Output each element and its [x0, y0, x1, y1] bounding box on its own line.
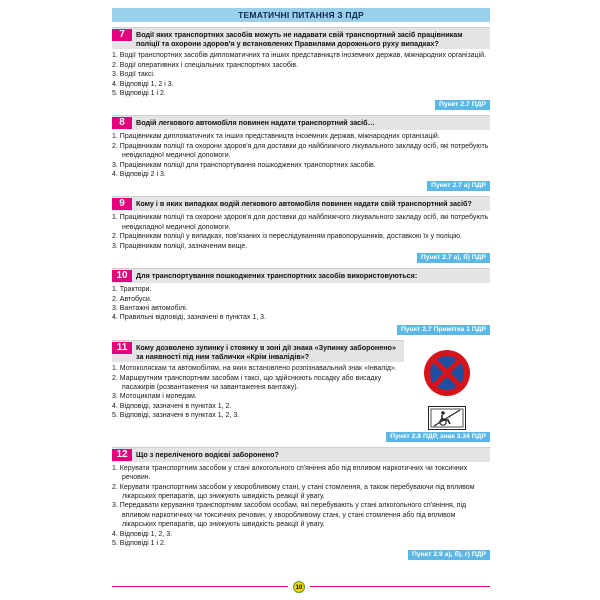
question-text: Кому і в яких випадках водій легкового автомобіля повинен надати свій транспортний засіб? [136, 199, 472, 209]
answer-list [112, 364, 404, 420]
question-8 [112, 115, 490, 191]
answer-option: 4. Відповіді, зазначені в пунктах 1, 2. [112, 402, 232, 410]
answer-option: 2. Маршрутним транспортним засобам і таксі, що здійснюють посадку або висадку пасажирів (розвантаження чи завантаження вантажу). [112, 374, 382, 391]
rule-reference: Пункт 2.7 а), б) ПДР [417, 253, 490, 263]
question-header [112, 115, 490, 130]
question-7 [112, 27, 490, 110]
answer-option: 2. Автобуси. [112, 295, 152, 303]
question-number: 10 [112, 270, 132, 282]
question-header [112, 340, 404, 362]
rule-reference: Пункт 2.9 а), б), г) ПДР [408, 550, 490, 560]
question-header [112, 447, 490, 462]
answer-option: 3. Працівникам поліції, зазначеним вище. [112, 242, 248, 250]
question-10 [112, 268, 490, 335]
question-number: 9 [112, 198, 132, 210]
answer-option: 3. Мотоциклам і мопедам. [112, 393, 197, 401]
answer-option: 1. Мотоколяскам та автомобілям, на яких встановлено розпізнавальний знак «Інвалід». [112, 365, 397, 373]
answer-option: 1. Трактори. [112, 286, 152, 294]
page-number: 10 [293, 581, 305, 593]
page-header [112, 8, 490, 22]
question-number: 12 [112, 449, 132, 461]
question-number: 7 [112, 29, 132, 41]
footer-divider [112, 586, 288, 587]
answer-option: 4. Відповіді 1, 2, 3. [112, 530, 173, 538]
answer-option: 2. Працівникам поліції та охорони здоров'я для доставки до найближчого лікувального закладу осіб, які потребують невідкладної медичної допомоги. [112, 142, 489, 160]
question-header [112, 268, 490, 283]
answer-option: 1. Працівникам дипломатичних та інших представництв іноземних держав, міжнародних організацій. [112, 133, 440, 141]
page-footer [0, 581, 600, 593]
question-number: 8 [112, 117, 132, 129]
page [112, 8, 490, 560]
question-11 [112, 340, 490, 442]
answer-option: 5. Відповіді, зазначені в пунктах 1, 2, 3. [112, 412, 240, 420]
rule-reference: Пункт 2.7 а) ПДР [427, 181, 490, 191]
question-text: Водії яких транспортних засобів можуть не надавати свій транспортний засіб працівникам поліції та охорони здоров'я у встановлених Правилами дорожнього руху випадках? [136, 30, 463, 49]
answer-option: 4. Правильні відповіді, зазначені в пунктах 1, 3. [112, 314, 266, 322]
question-number: 11 [112, 342, 132, 354]
answer-list [112, 51, 490, 98]
question-12 [112, 447, 490, 561]
footer-divider [310, 586, 490, 587]
answer-option: 2. Керувати транспортним засобом у хворобливому стані, у стані стомлення, а також перебуваючи під впливом лікарських препаратів, що знижують швидкість реакції й увагу. [112, 483, 475, 500]
rule-reference: Пункт 2.7 Примітка 1 ПДР [397, 325, 490, 335]
question-header [112, 196, 490, 211]
answer-option: 5. Відповіді 1 і 2. [112, 539, 166, 547]
answer-option: 1. Працівникам поліції та охорони здоров'я для доставки до найближчого лікувального закладу осіб, які потребують невідкладної медичної допомоги. [112, 214, 489, 231]
answer-option: 5. Відповіді 1 і 2. [112, 90, 166, 98]
except-disabled-plate-icon [428, 406, 466, 430]
page-title: ТЕМАТИЧНІ ПИТАННЯ З ПДР [238, 10, 364, 20]
answer-option: 3. Працівникам поліції для транспортування пошкоджених транспортних засобів. [112, 161, 376, 169]
answer-option: 1. Керувати транспортним засобом у стані алкогольного сп'яніння або під впливом наркотичних чи токсичних речовин. [112, 464, 468, 482]
answer-list [112, 132, 490, 179]
answer-option: 4. Відповіді 1, 2 і 3. [112, 80, 174, 88]
rule-reference: Пункт 2.7 ПДР [435, 100, 490, 110]
question-text: Для транспортування пошкоджених транспортних засобів використовуються: [136, 271, 418, 281]
rule-reference: Пункт 2.8 ПДР, знак 3.34 ПДР [386, 432, 490, 442]
no-stopping-sign-icon [422, 348, 472, 398]
answer-list [112, 464, 490, 549]
answer-option: 2. Працівникам поліції у випадках, пов'язаних із переслідуванням правопорушників, доставкою їх у поліцію. [112, 233, 462, 241]
question-text: Кому дозволено зупинку і стоянку в зоні дії знака «Зупинку заборонено» за наявності під ним таблички «Крім інвалідів»? [136, 342, 396, 361]
answer-option: 1. Водії транспортних засобів дипломатичних та інших представництв іноземних держав, міжнародних організацій. [112, 52, 486, 60]
question-9 [112, 196, 490, 263]
answer-option: 3. Водії таксі. [112, 71, 155, 79]
answer-option: 3. Передавати керування транспортним засобом особам, які перебувають у стані алкогольного сп'яніння, під впливом наркотичних чи токсичних речовин, у хворобливому стані, у стані стомлення або під впливом лікарських препаратів, що знижують швидкість реакції й увагу. [112, 502, 467, 529]
answer-option: 3. Вантажні автомобілі. [112, 304, 188, 312]
answer-option: 2. Водії оперативних і спеціальних транспортних засобів. [112, 61, 299, 69]
answer-list [112, 285, 490, 323]
question-header [112, 27, 490, 49]
question-text: Що з переліченого водієві заборонено? [136, 449, 279, 459]
question-text: Водій легкового автомобіля повинен надати транспортний засіб… [136, 118, 375, 128]
answer-list [112, 213, 490, 251]
answer-option: 4. Відповіді 2 і 3. [112, 171, 166, 179]
